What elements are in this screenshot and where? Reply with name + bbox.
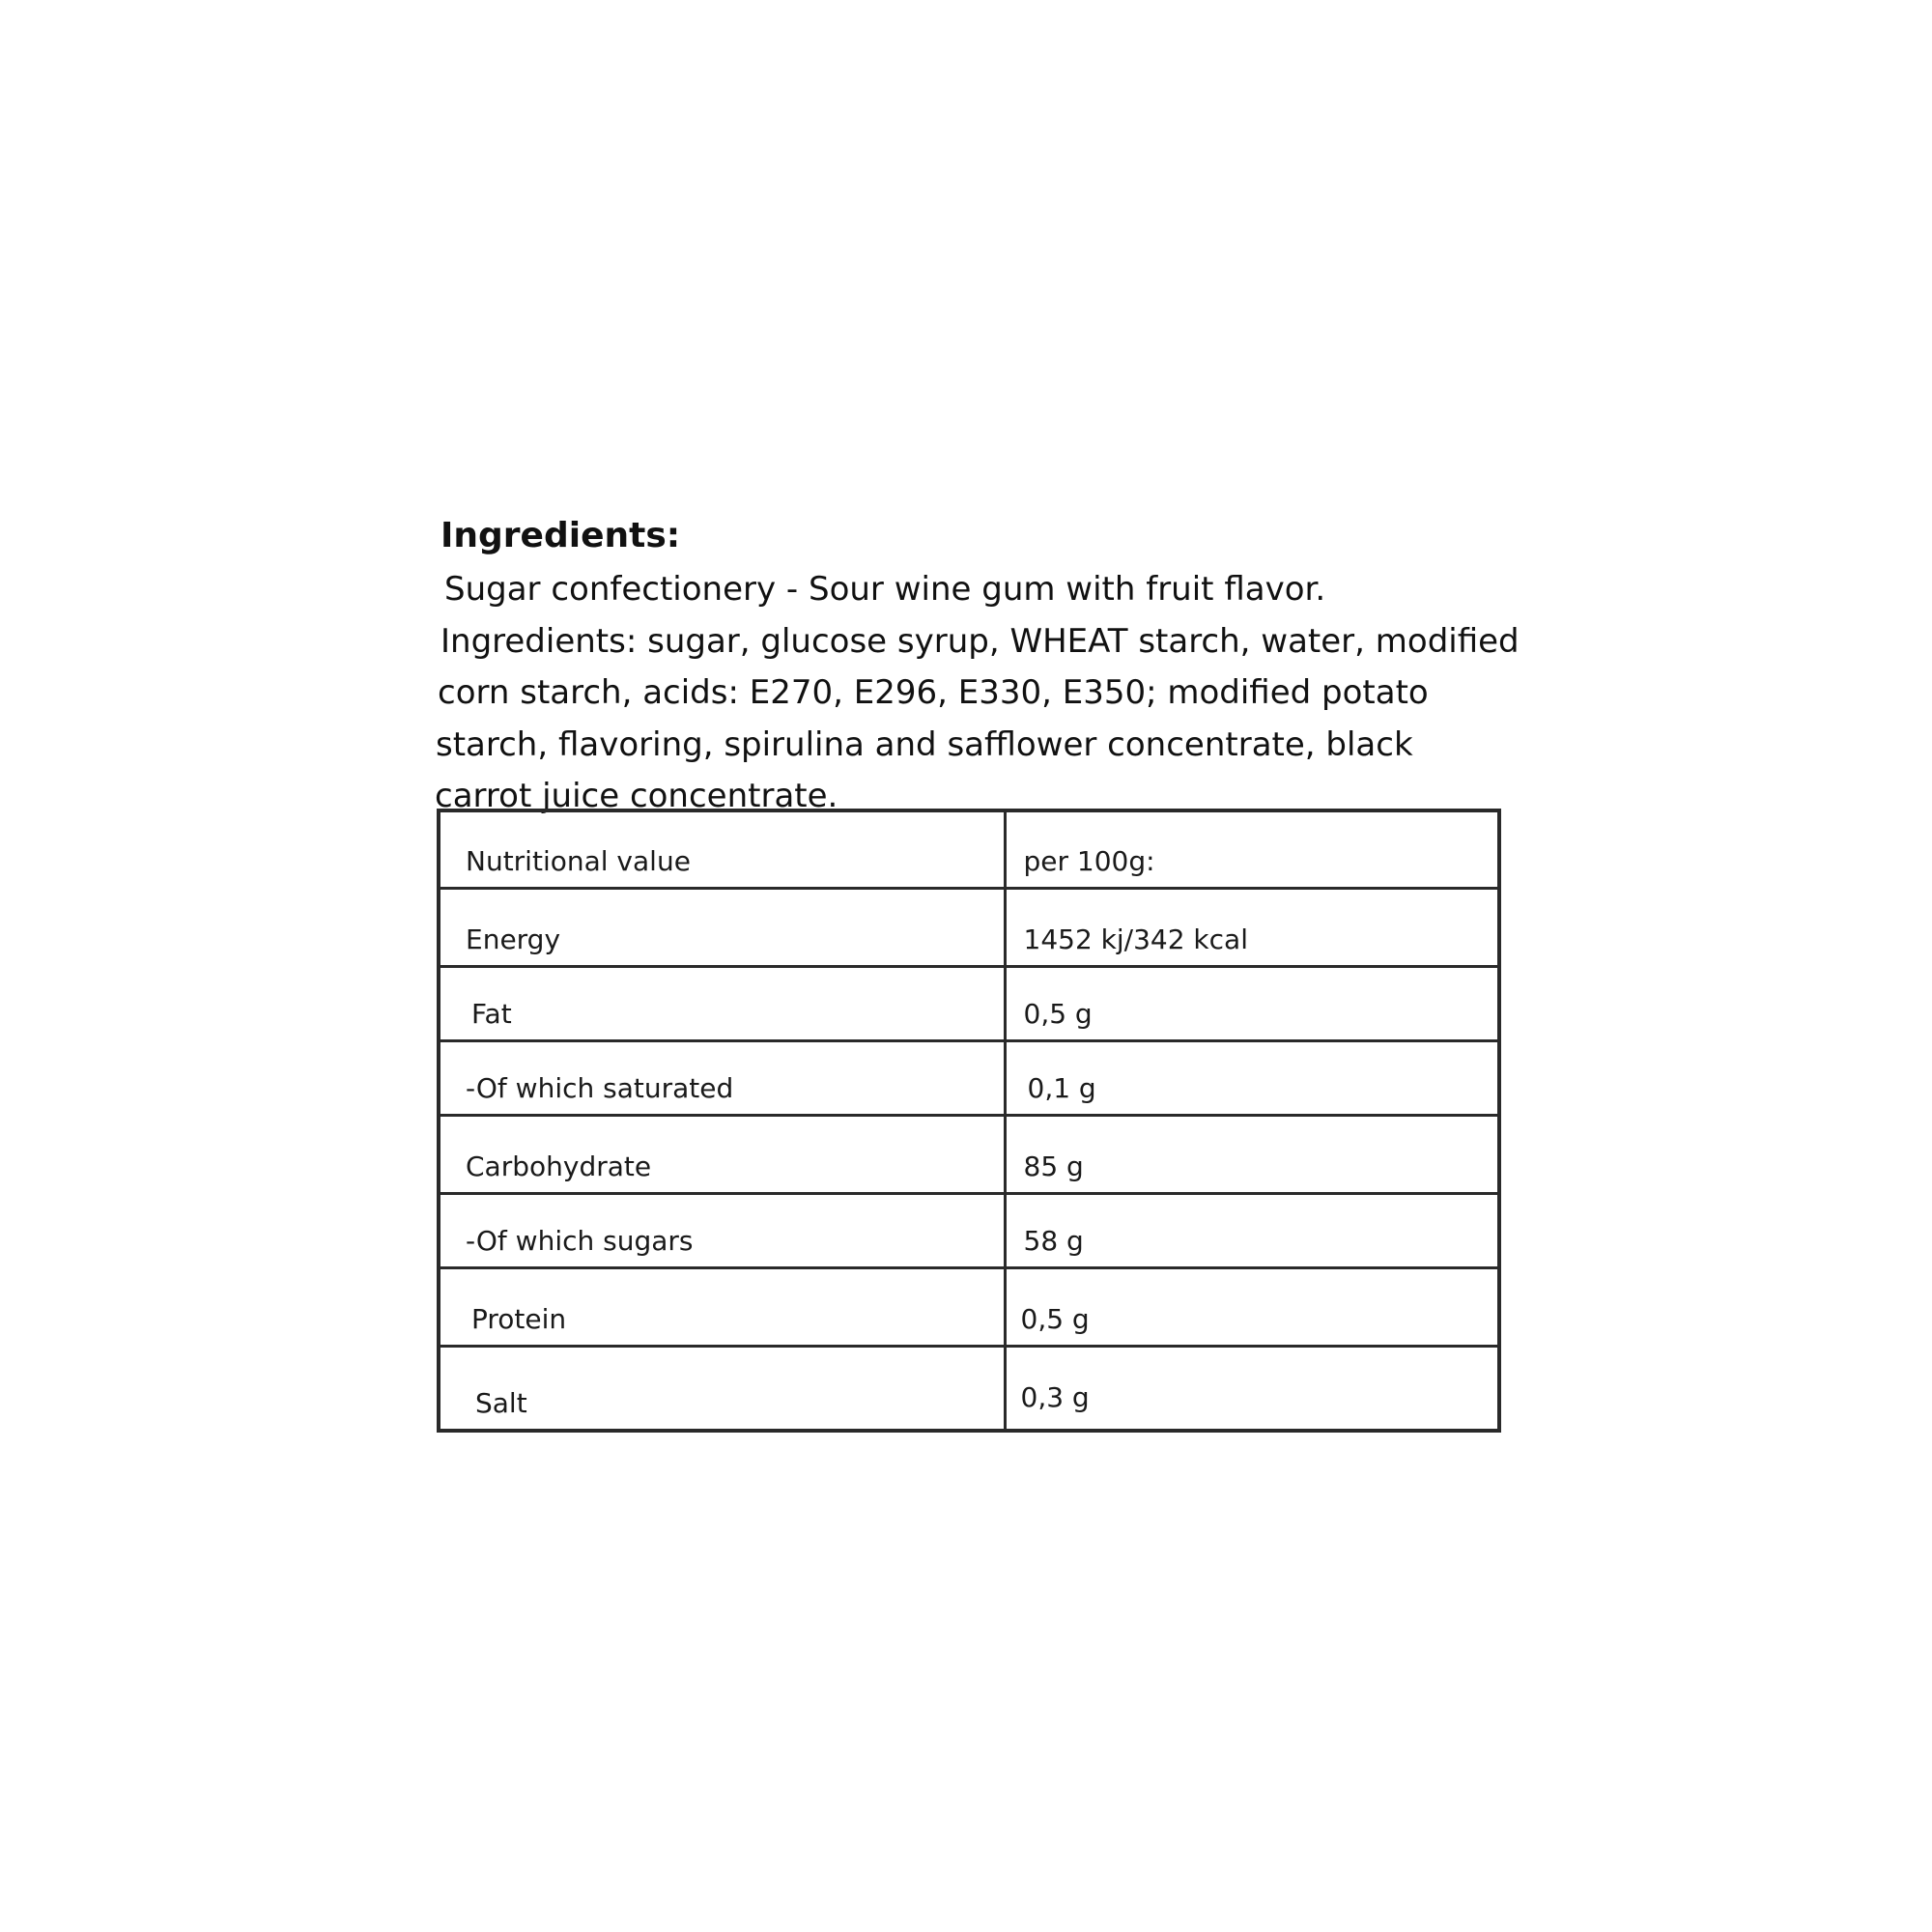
table-header-row	[439, 810, 1499, 888]
nutrient-name: Salt	[439, 1346, 1005, 1431]
ingredients-line: corn starch, acids: E270, E296, E330, E350; modified potato	[438, 673, 1429, 712]
header-name-cell: Nutritional value	[439, 810, 1005, 888]
table-row	[439, 1346, 1499, 1431]
table-row	[439, 1193, 1499, 1267]
nutrient-value: 1452 kj/342 kcal	[1005, 888, 1499, 966]
nutrient-value: 85 g	[1005, 1115, 1499, 1193]
table-row	[439, 1115, 1499, 1193]
table-row	[439, 1267, 1499, 1346]
nutrient-value: 58 g	[1005, 1193, 1499, 1267]
ingredients-section	[433, 512, 1520, 823]
nutrient-name: -Of which sugars	[439, 1193, 1005, 1267]
nutrition-table	[437, 809, 1501, 1433]
nutrient-name: -Of which saturated	[439, 1040, 1005, 1115]
table-row	[439, 888, 1499, 966]
nutrient-value: 0,5 g	[1005, 1267, 1499, 1346]
table-row	[439, 1040, 1499, 1115]
nutrient-name: Carbohydrate	[439, 1115, 1005, 1193]
ingredients-heading: Ingredients:	[440, 516, 681, 555]
ingredients-line: carrot juice concentrate.	[435, 777, 838, 815]
ingredients-line: starch, flavoring, spirulina and safflower concentrate, black	[436, 724, 1413, 764]
nutrient-name: Energy	[439, 888, 1005, 966]
nutrient-name: Protein	[439, 1267, 1005, 1346]
header-value-cell: per 100g:	[1005, 810, 1499, 888]
ingredients-line: Sugar confectionery - Sour wine gum with fruit flavor.	[444, 570, 1326, 609]
table-row	[439, 966, 1499, 1040]
nutrient-value: 0,3 g	[1005, 1346, 1499, 1431]
ingredients-line: Ingredients: sugar, glucose syrup, WHEAT starch, water, modified	[440, 621, 1520, 661]
nutrient-value: 0,5 g	[1005, 966, 1499, 1040]
nutrient-value: 0,1 g	[1005, 1040, 1499, 1115]
nutrient-name: Fat	[439, 966, 1005, 1040]
